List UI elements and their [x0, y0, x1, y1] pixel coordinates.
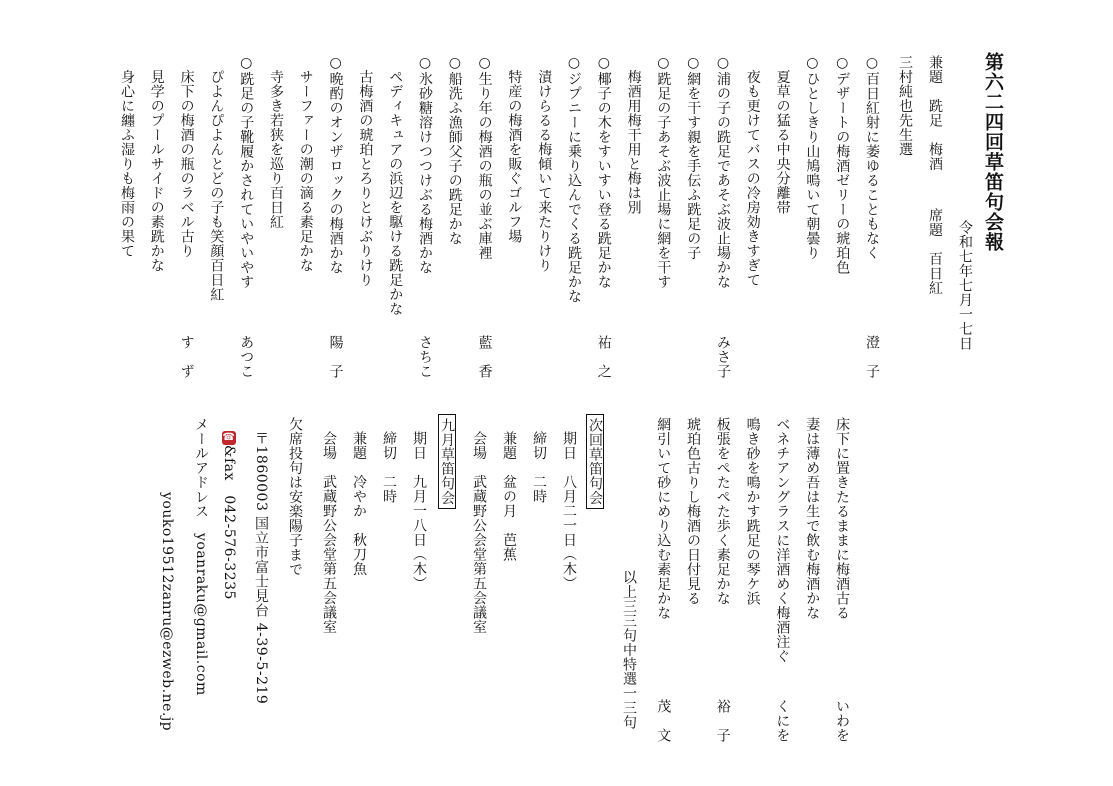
- haiku-text: ○氷砂糖溶けつつけぶる梅酒かな: [417, 55, 433, 275]
- haiku-author: 茂 文: [655, 698, 672, 742]
- haiku-author: みさ子: [715, 334, 731, 378]
- haiku-author: 澄 子: [864, 334, 880, 378]
- haiku-text: 夜も更けてバスの冷房効きすぎて: [744, 55, 761, 287]
- haiku-text: 夏草の猛る中央分離帯: [774, 55, 791, 215]
- haiku-column: [776, 55, 790, 378]
- haiku-author: いわを: [834, 698, 850, 742]
- haiku-column: [358, 55, 372, 378]
- haiku-text: ペディキュアの浜辺を駆ける跣足かな: [387, 55, 404, 316]
- selector: 三村純也先生選: [897, 55, 913, 157]
- haiku-text: ベネチアングラスに洋酒めく梅酒注ぐ: [774, 417, 791, 664]
- haiku-text: ○ひとしきり山鳩鳴いて朝曇り: [804, 55, 821, 260]
- haiku-column: [627, 55, 641, 378]
- haiku-text: ○百日紅射に萎ゆることもなく: [864, 55, 880, 260]
- haiku-author: 祐 之: [595, 334, 612, 378]
- haiku-column: [448, 55, 462, 378]
- kendai: 兼題 跣足 梅酒: [927, 55, 943, 171]
- haiku-column: [269, 55, 283, 378]
- haiku-text: ○椰子の木をすいすい登る跣足かな: [595, 55, 612, 289]
- postal-address: 〒1860003 国立市富士見台 4-39-5-219: [253, 431, 269, 705]
- phone-number: &fax 042-576-3235: [221, 445, 237, 600]
- september-meeting-topic: 兼題 冷やか 秋刀魚: [351, 431, 367, 576]
- haiku-text: 古梅酒の琥珀とろりとけぶりけり: [357, 55, 374, 287]
- haiku-text: 床下に置きたるままに梅酒古る: [834, 417, 850, 620]
- mail-address-2: youko19512zanru@ezweb.ne.jp: [159, 492, 175, 732]
- haiku-text: 見学のプールサイドの素跣かな: [148, 55, 165, 273]
- issue-date: 令和七年七月一七日: [957, 220, 973, 351]
- haiku-text: 妻は薄め吾は生で飲む梅酒かな: [804, 417, 821, 620]
- haiku-column: [775, 417, 789, 742]
- haiku-author: あつこ: [238, 334, 255, 378]
- september-meeting-heading: 九月草笛句会: [438, 414, 456, 509]
- haiku-text: ぴよんぴよんとどの子も笑顔百日紅: [208, 55, 225, 302]
- sekidai: 席題 百日紅: [927, 208, 943, 295]
- haiku-column: [686, 417, 700, 742]
- haiku-text: ○デザートの梅酒ゼリーの琥珀色: [834, 55, 851, 275]
- haiku-column: [865, 55, 879, 378]
- haiku-text: 特産の梅酒を販ぐゴルフ場: [506, 55, 523, 244]
- haiku-text: 梅酒用梅干用と梅は別: [625, 55, 642, 215]
- haiku-text: 鳴き砂を鳴かす跣足の琴ケ浜: [744, 417, 761, 606]
- haiku-column: [656, 417, 670, 742]
- mail-address: メールアドレス yoanraku@gmail.com: [193, 417, 209, 696]
- haiku-column: [805, 417, 819, 742]
- next-meeting-venue: 会場 武蔵野公会堂第五会議室: [471, 431, 487, 634]
- haiku-column: [537, 55, 551, 378]
- haiku-column: [686, 55, 700, 378]
- haiku-text: ○ジプニーに乗り込んでくる跣足かな: [566, 55, 582, 304]
- september-meeting-venue: 会場 武蔵野公会堂第五会議室: [321, 431, 337, 634]
- haiku-column: [716, 55, 730, 378]
- haiku-text: 寺多き若狭を巡り百日紅: [268, 55, 284, 229]
- haiku-column: [478, 55, 492, 378]
- next-meeting-deadline: 締切 二時: [531, 431, 547, 504]
- haiku-author: くにを: [774, 698, 791, 742]
- haiku-text: ○網を干す親を手伝ふ跣足の子: [685, 55, 702, 260]
- haiku-column: [746, 417, 760, 742]
- haiku-column: [835, 55, 849, 378]
- september-meeting-deadline: 締切 二時: [381, 431, 397, 504]
- next-meeting-heading: 次回草笛句会: [586, 414, 604, 509]
- haiku-author: す ず: [178, 334, 195, 378]
- haiku-text: ○晩酌のオンザロックの梅酒かな: [327, 55, 344, 275]
- phone-line: [222, 431, 236, 600]
- haiku-column: [388, 55, 402, 378]
- haiku-text: ○浦の子の跣足であそぶ波止場かな: [715, 55, 731, 289]
- haiku-text: 身心に纏ふ湿りも梅雨の果て: [119, 55, 135, 258]
- haiku-column: [418, 55, 432, 378]
- haiku-text: ○生り年の梅酒の瓶の並ぶ庫裡: [476, 55, 493, 260]
- haiku-text: ○跣足の子靴履かされていやいやす: [238, 55, 255, 289]
- haiku-text: ○船洗ふ漁師父子の跣足かな: [446, 55, 463, 246]
- haiku-author: 藍 香: [476, 334, 493, 378]
- haiku-column: [805, 55, 819, 378]
- haiku-column: [567, 55, 581, 378]
- september-meeting-date: 期日 九月一八日（木）: [411, 431, 427, 591]
- haiku-column: [209, 55, 223, 378]
- page-title: 第六二四回草笛句会報: [982, 52, 1004, 252]
- haiku-text: サーファーの潮の滴る素足かな: [297, 55, 314, 273]
- haiku-column: [120, 55, 134, 378]
- next-meeting-date: 期日 八月二一日（木）: [561, 431, 577, 591]
- haiku-column: [150, 55, 164, 378]
- haiku-column: [180, 55, 194, 378]
- haiku-column: [656, 55, 670, 378]
- haiku-column: [329, 55, 343, 378]
- haiku-author: さちこ: [417, 334, 433, 378]
- haiku-text: 琥珀色古りし梅酒の日付見る: [685, 417, 701, 606]
- haiku-author: 陽 子: [327, 334, 344, 378]
- haiku-column: [507, 55, 521, 378]
- haiku-column: [716, 417, 730, 742]
- next-meeting-topic: 兼題 盆の月 芭蕉: [501, 431, 517, 562]
- haiku-text: 網引いて砂にめり込む素足かな: [655, 417, 672, 620]
- haiku-column: [299, 55, 313, 378]
- haiku-text: 漬けらるる梅傾いて来たりけり: [536, 55, 553, 273]
- absent-note: 欠席投句は安楽陽子まで: [287, 417, 303, 577]
- haiku-column: [835, 417, 849, 742]
- haiku-text: 板張をぺたぺた歩く素足かな: [714, 417, 731, 606]
- summary: 以上三三句中特選一三句: [621, 570, 637, 730]
- haiku-column: [597, 55, 611, 378]
- haiku-column: [746, 55, 760, 378]
- haiku-column: [239, 55, 253, 378]
- haiku-author: 裕 子: [714, 698, 731, 742]
- phone-icon: ☎: [222, 432, 236, 443]
- haiku-text: ○跣足の子あそぶ波止場に網を干す: [655, 55, 672, 289]
- haiku-text: 床下の梅酒の瓶のラベル古り: [178, 55, 195, 258]
